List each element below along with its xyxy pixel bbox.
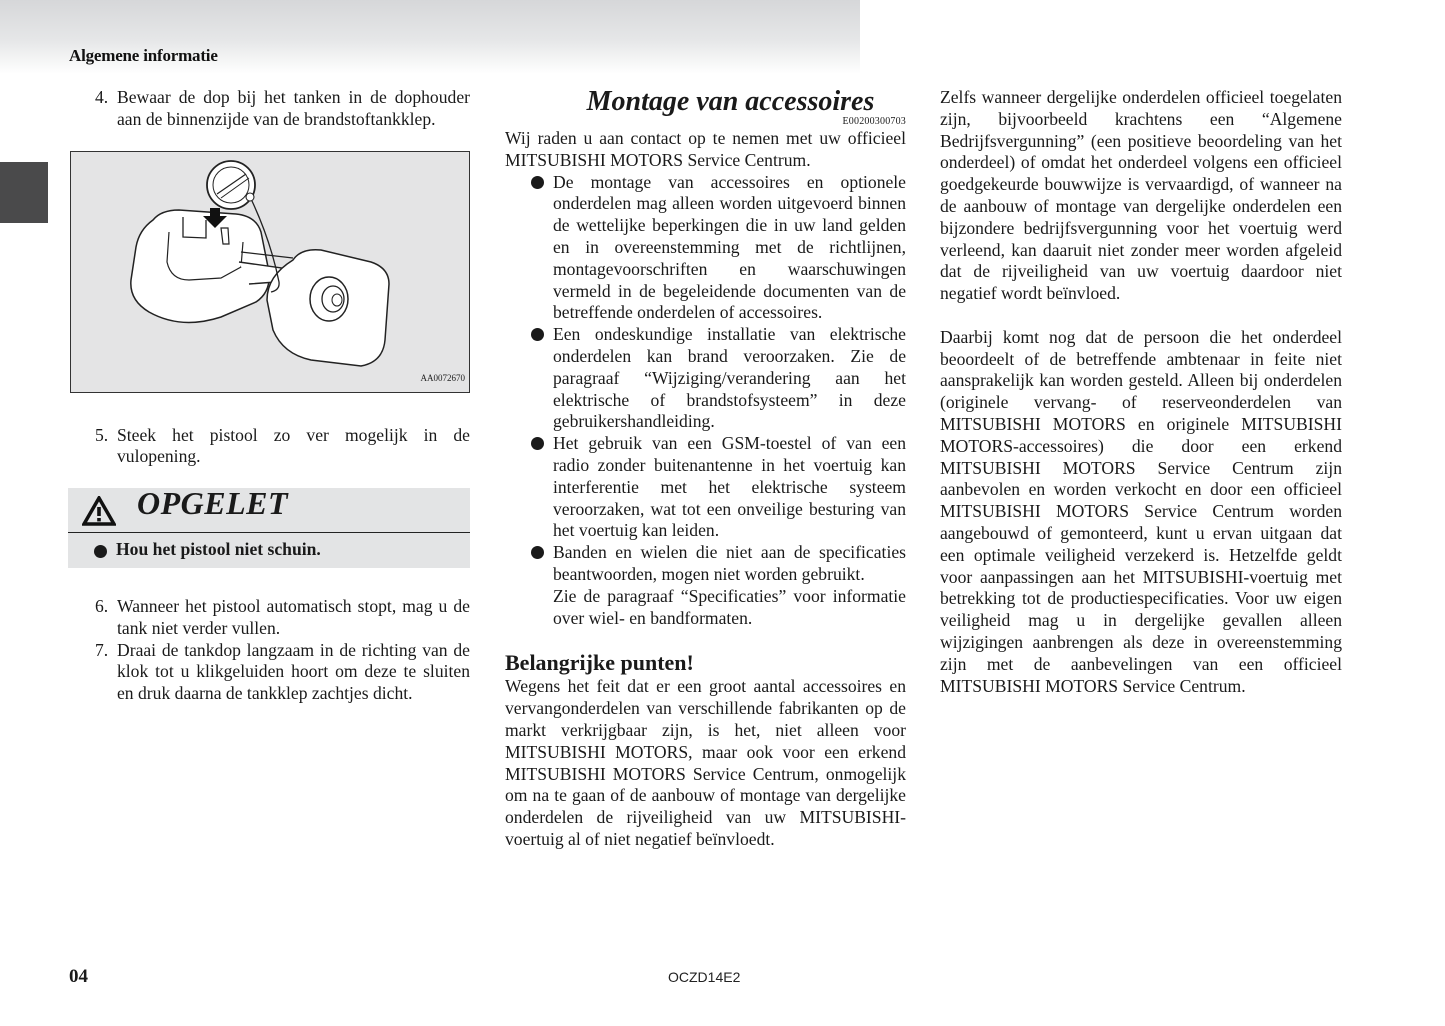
middle-column xyxy=(505,86,906,851)
intro-paragraph: Wij raden u aan contact op te nemen met uw officieel MITSUBISHI MOTORS Service Centrum. xyxy=(505,128,906,170)
bullet-item xyxy=(505,433,906,542)
bullet-text: Het gebruik van een GSM-toestel of van een radio zonder buitenantenne in het voertuig kan interferentie met het elektrische systeem veroorzaken, wat tot een onveilige besturing van het voertuig kan leiden. xyxy=(553,433,906,541)
bullet-icon xyxy=(531,437,544,450)
step-number: 6. xyxy=(95,595,109,616)
section-code: E00200300703 xyxy=(842,116,906,127)
step-number: 7. xyxy=(95,639,109,660)
bullet-text: Banden en wielen die niet aan de specificaties beantwoorden, mogen niet worden gebruikt. xyxy=(553,542,906,584)
bullet-note-text: Zie de paragraaf “Specificaties” voor informatie over wiel- en bandformaten. xyxy=(553,585,906,628)
caution-item xyxy=(68,533,470,568)
fuel-door-drawing xyxy=(71,152,469,392)
caution-title: OPGELET xyxy=(137,485,289,522)
step-7 xyxy=(69,640,470,705)
bullet-text: Een ondeskundige installatie van elektrische onderdelen kan brand veroorzaken. Zie de paragraaf “Wijziging/verandering aan het elektrische of brandstofsysteem” in deze gebruikershandleiding. xyxy=(553,324,906,432)
bullet-icon xyxy=(531,328,544,341)
bullet-icon xyxy=(531,176,544,189)
chapter-tab-marker xyxy=(0,162,48,223)
body-paragraph: Wegens het feit dat er een groot aantal accessoires en vervangonderdelen van verschillende fabrikanten op de markt verkrijgbaar zijn, is het, niet alleen voor MITSUBISHI MOTORS, maar ook voor een erkend MITSUBISHI MOTORS Service Centrum, onmogelijk om na te gaan of de aanbouw of montage van dergelijke onderdelen de rijveiligheid van uw MITSUBISHI-voertuig al of niet negatief beïnvloedt. xyxy=(505,676,906,849)
figure-id: AA0072670 xyxy=(420,372,465,383)
caution-header xyxy=(68,485,470,533)
page-number: 04 xyxy=(69,966,88,987)
step-number: 5. xyxy=(95,424,109,445)
caution-text: Hou het pistool niet schuin. xyxy=(116,539,321,560)
bullet-item xyxy=(505,542,906,586)
bullet-icon xyxy=(531,546,544,559)
section-heading: Montage van accessoires xyxy=(586,86,875,117)
step-4 xyxy=(69,87,470,131)
body-paragraph: Daarbij komt nog dat de persoon die het onderdeel beoordeelt of de betreffende ambtenaar in feite niet aansprakelijk kan worden gesteld. Alleen bij onderdelen (originele vervang- of reserveonderdelen van MITSUBISHI MOTORS en originele MITSUBISHI MOTORS-accessoires) die door een erkend MITSUBISHI MOTORS Service Centrum zijn aanbevolen en worden verkocht en door een officieel MITSUBISHI MOTORS Service Centrum worden aangebouwd of gemonteerd, kunt u ervan uitgaan dat een optimale veiligheid verzekerd is. Hetzelfde geldt voor aanpassingen aan het MITSUBISHI-voertuig met betrekking tot de productiespecificaties. Voor uw eigen veiligheid mag u in dergelijke gevallen alleen wijzigingen aanbrengen als deze in overeenstemming zijn met de aanbevelingen van een officieel MITSUBISHI MOTORS Service Centrum. xyxy=(940,326,1342,696)
bullet-text: De montage van accessoires en optionele onderdelen mag alleen worden uitgevoerd binnen de wettelijke beperkingen die in uw land gelden en in overeenstemming met de richtlijnen, montagevoorschriften en waarschuwingen vermeld in de begeleidende documenten van de betreffende onderdelen of accessoires. xyxy=(553,171,906,323)
caution-box xyxy=(68,485,470,568)
step-text: Bewaar de dop bij het tanken in de dophouder aan de binnenzijde van de brandstoftankklep. xyxy=(117,87,470,129)
body-paragraph: Zelfs wanneer dergelijke onderdelen officieel toegelaten zijn, bijvoorbeeld krachtens een “Algemene Bedrijfsvergunning” (een positieve beoordeling van het onderdeel) of omdat het onderdeel volgens een officieel goedgekeurde bouwwijze is vervaardigd, of wanneer na de aanbouw of montage van dergelijke onderdelen een bijzondere bedrijfsvergunning voor het voertuig werd verleend, kan daaruit niet zonder meer worden afgeleid dat de rijveiligheid van uw voertuig daardoor niet negatief wordt beïnvloed. xyxy=(940,87,1342,304)
bullet-item xyxy=(505,172,906,325)
step-text: Steek het pistool zo ver mogelijk in de vulopening. xyxy=(117,424,470,467)
cap-holder-clip xyxy=(183,217,206,238)
fuel-cap-illustration xyxy=(70,151,470,393)
step-6 xyxy=(69,596,470,640)
right-column xyxy=(940,87,1342,697)
left-column xyxy=(69,87,470,705)
section-title: Algemene informatie xyxy=(69,46,218,65)
warning-triangle-icon xyxy=(82,496,116,526)
bullet-note xyxy=(505,586,906,630)
step-text: Draai de tankdop langzaam in de richting van de klok tot u klikgeluiden hoort om deze te sluiten en druk daarna de tankklep zachtjes dicht. xyxy=(117,639,470,704)
step-text: Wanneer het pistool automatisch stopt, mag u de tank niet verder vullen. xyxy=(117,595,470,638)
bullet-item xyxy=(505,324,906,433)
step-number: 4. xyxy=(95,87,109,107)
subheading: Belangrijke punten! xyxy=(505,650,694,676)
step-5 xyxy=(69,425,470,469)
document-code: OCZD14E2 xyxy=(668,969,741,985)
